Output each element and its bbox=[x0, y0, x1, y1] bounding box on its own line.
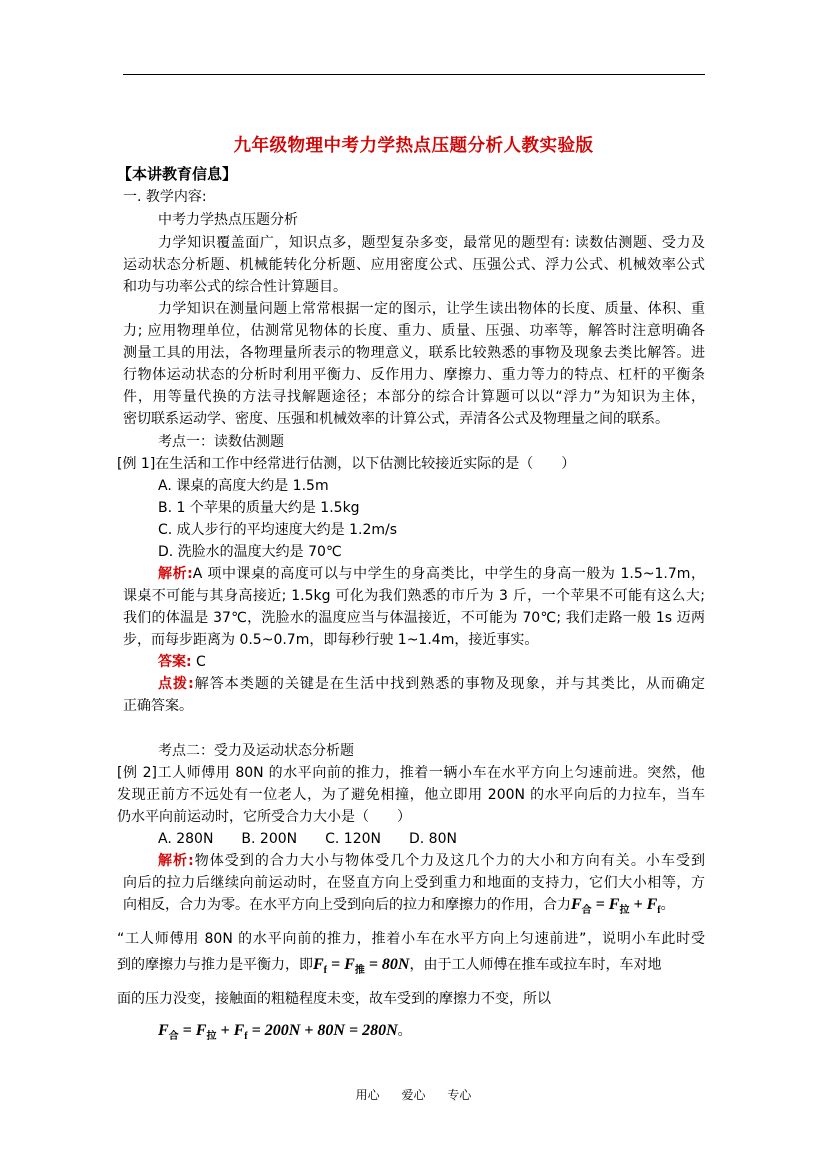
paragraph-2-line-3: 测量工具的用法，各物理量所表示的物理意义，联系比较熟悉的事物及现象去类比解答。进 bbox=[123, 345, 705, 361]
paragraph-2-line-5: 件，用等量代换的方法寻找解题途径；本部分的综合计算题可以以“浮力”为知识为主体， bbox=[123, 389, 705, 405]
example-2-analysis-line-6: 面的压力没变，接触面的粗糙程度未变，故车受到的摩擦力不变，所以 bbox=[117, 991, 551, 1007]
example-1-tip-line-2: 正确答案。 bbox=[123, 698, 193, 714]
example-2-line-3: 仍水平向前运动时，它所受合力大小是（ ） bbox=[117, 809, 411, 825]
example-2-analysis-line-3-text: 向相反，合力为零。在水平方向上受到向后的拉力和摩擦力的作用，合力 bbox=[123, 897, 571, 913]
example-2-analysis-line-5b: ，由于工人师傅在推车或拉车时，车对地 bbox=[409, 957, 662, 973]
answer-label: 答案: bbox=[158, 654, 192, 670]
example-1-question: [例 1]在生活和工作中经常进行估测，以下估测比较接近实际的是（ ） bbox=[117, 456, 576, 472]
example-1-tip-line-1 bbox=[158, 673, 705, 695]
paragraph-2-line-1: 力学知识在测量问题上常常根据一定的图示，让学生读出物体的长度、质量、体积、重 bbox=[158, 301, 705, 317]
analysis-label-2: 解析: bbox=[158, 853, 194, 869]
example-2-analysis-line-1 bbox=[158, 850, 705, 872]
topic-line: 中考力学热点压题分析 bbox=[158, 212, 298, 228]
tip-label: 点拨: bbox=[158, 676, 194, 692]
paragraph-1-line-3: 和功与功率公式的综合性计算题目。 bbox=[123, 279, 347, 295]
example-1-option-c: C. 成人步行的平均速度大约是 1.2m/s bbox=[158, 522, 398, 538]
example-2-analysis-line-3: 向相反，合力为零。在水平方向上受到向后的拉力和摩擦力的作用，合力$F_合 = F_拉 + F_f$。 bbox=[123, 896, 675, 917]
header-rule bbox=[123, 74, 705, 75]
key-point-1: 考点一：读数估测题 bbox=[158, 434, 284, 450]
equation-1: $F_合 = F_拉 + F_f$ bbox=[571, 896, 661, 917]
page-footer: 用心 爱心 专心 bbox=[355, 1088, 472, 1102]
example-1-analysis-line-4: 步，而每步距离为 0.5~0.7m，即每秒行驶 1~1.4m，接近事实。 bbox=[123, 632, 539, 648]
equation-3: $F_合 = F_拉 + F_f = 200N + 80N = 280N$ bbox=[158, 1022, 398, 1043]
example-2-line-1: [例 2]工人师傅用 80N 的水平向前的推力，推着一辆小车在水平方向上匀速前进。突然，他 bbox=[117, 765, 705, 781]
example-1-option-b: B. 1 个苹果的质量大约是 1.5kg bbox=[158, 500, 360, 516]
example-1-tip-text: 解答本类题的关键是在生活中找到熟悉的事物及现象，并与其类比，从而确定 bbox=[193, 676, 705, 692]
example-2-analysis-line-2: 向后的拉力后继续向前运动时，在竖直方向上受到重力和地面的支持力，它们大小相等，方 bbox=[123, 875, 705, 891]
document-title: 九年级物理中考力学热点压题分析人教实验版 bbox=[233, 136, 594, 156]
equation-2: $F_f = F_推 = 80N$ bbox=[313, 956, 410, 977]
example-2-analysis-line-5a: 到的摩擦力与推力是平衡力，即 bbox=[117, 957, 313, 973]
paragraph-2-line-2: 力; 应用物理单位，估测常见物体的长度、重力、质量、压强、功率等，解答时注意明确各 bbox=[123, 323, 705, 339]
paragraph-1-line-2: 运动状态分析题、机械能转化分析题、应用密度公式、压强公式、浮力公式、机械效率公式 bbox=[123, 257, 705, 273]
example-1-analysis-line-1 bbox=[158, 563, 705, 585]
example-1-option-d: D. 洗脸水的温度大约是 70℃ bbox=[158, 544, 342, 560]
example-2-analysis-line-4: “工人师傅用 80N 的水平向前的推力，推着小车在水平方向上匀速前进”，说明小车此时受 bbox=[117, 931, 705, 947]
section-heading: 【本讲教育信息】 bbox=[117, 165, 238, 183]
example-2-line-2: 发现正前方不远处有一位老人，为了避免相撞，他立即用 200N 的水平向后的力拉车，当车 bbox=[117, 787, 705, 803]
example-1-answer-value: C bbox=[191, 654, 206, 670]
example-1-analysis-text: A 项中课桌的高度可以与中学生的身高类比，中学生的身高一般为 1.5~1.7m， bbox=[192, 566, 706, 582]
example-2-analysis-text: 物体受到的合力大小与物体受几个力及这几个力的大小和方向有关。小车受到 bbox=[193, 853, 705, 869]
analysis-label: 解析: bbox=[158, 566, 193, 582]
paragraph-1-line-1: 力学知识覆盖面广，知识点多，题型复杂多变，最常见的题型有: 读数估测题、受力及 bbox=[158, 235, 705, 251]
example-1-answer bbox=[158, 651, 206, 673]
equation-3-line: $F_合 = F_拉 + F_f = 200N + 80N = 280N$。 bbox=[158, 1022, 412, 1043]
key-point-2: 考点二：受力及运动状态分析题 bbox=[158, 743, 354, 759]
example-1-option-a: A. 课桌的高度大约是 1.5m bbox=[158, 478, 329, 494]
paragraph-2-line-6: 密切联系运动学、密度、压强和机械效率的计算公式，弄清各公式及物理量之间的联系。 bbox=[123, 411, 669, 427]
example-2-analysis-line-5 bbox=[117, 954, 661, 982]
paragraph-2-line-4: 行物体运动状态的分析时利用平衡力、反作用力、摩擦力、重力等力的特点、杠杆的平衡条 bbox=[123, 367, 705, 383]
teaching-content-label: 一. 教学内容: bbox=[123, 189, 207, 205]
example-1-analysis-line-2: 课桌不可能与其身高接近; 1.5kg 可化为我们熟悉的市斤为 3 斤，一个苹果不可能有这么大; bbox=[123, 588, 705, 604]
example-2-options: A. 280N B. 200N C. 120N D. 80N bbox=[158, 831, 457, 847]
example-1-analysis-line-3: 我们的体温是 37℃，洗脸水的温度应当与体温接近，不可能为 70℃; 我们走路一般 1s 迈两 bbox=[123, 610, 705, 626]
